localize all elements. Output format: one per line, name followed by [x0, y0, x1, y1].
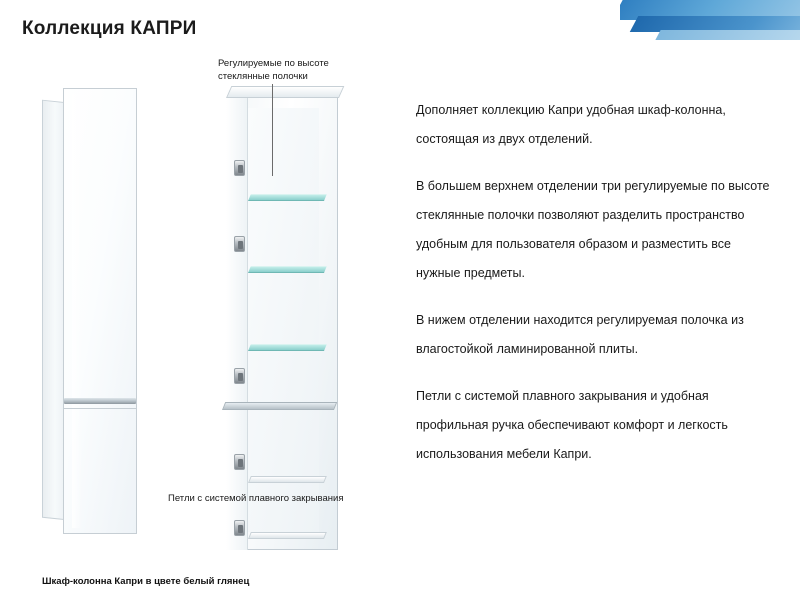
soft-close-hinge-2 — [234, 236, 245, 252]
open-cabinet-top-edge — [226, 86, 344, 98]
closed-cabinet-door-seam — [63, 408, 137, 409]
description-paragraph-4: Петли с системой плавного закрывания и удобная профильная ручка обеспечивают комфорт и легкость использования мебели Капри. — [416, 389, 728, 461]
closed-cabinet-handle — [64, 398, 136, 404]
annotation-glass-shelves-leader — [272, 84, 273, 176]
soft-close-hinge-5 — [234, 520, 245, 536]
glass-shelf-1 — [248, 194, 327, 201]
ribbon-band-3 — [655, 30, 800, 40]
laminated-shelf-1 — [248, 476, 327, 483]
closed-cabinet-gloss-highlight — [72, 94, 82, 528]
annotation-soft-close-hinges — [168, 492, 388, 505]
annotation-glass-shelves-line1: Регулируемые по высоте — [218, 58, 329, 69]
soft-close-hinge-4 — [234, 454, 245, 470]
closed-cabinet-figure — [42, 88, 138, 528]
annotation-soft-close-hinges-text: Петли с системой плавного закрывания — [168, 493, 344, 504]
description-paragraph-1: Дополняет коллекцию Капри удобная шкаф-колонна, состоящая из двух отделений. — [416, 103, 726, 146]
glass-shelf-2 — [248, 266, 327, 273]
section-divider-shelf — [222, 402, 337, 410]
figure-caption: Шкаф-колонна Капри в цвете белый глянец — [42, 576, 250, 587]
description-paragraph-2: В большем верхнем отделении три регулируемые по высоте стеклянные полочки позволяют разделить пространство удобным для пользователя образом и разместить все нужные предметы. — [416, 179, 770, 280]
header-ribbon-decoration — [620, 0, 800, 48]
closed-cabinet-side-panel — [42, 100, 64, 520]
laminated-shelf-2 — [248, 532, 327, 539]
description-text — [416, 96, 778, 487]
open-cabinet-figure — [212, 84, 344, 554]
soft-close-hinge-3 — [234, 368, 245, 384]
description-paragraph-3: В нижем отделении находится регулируемая полочка из влагостойкой ламинированной плиты. — [416, 313, 744, 356]
page-title: Коллекция КАПРИ — [22, 18, 197, 39]
annotation-glass-shelves — [218, 57, 368, 83]
open-cabinet-back-panel — [246, 108, 319, 532]
product-illustration — [0, 60, 400, 590]
soft-close-hinge-1 — [234, 160, 245, 176]
glass-shelf-3 — [248, 344, 327, 351]
open-cabinet-left-panel — [226, 90, 248, 550]
annotation-glass-shelves-line2: стеклянные полочки — [218, 71, 308, 82]
